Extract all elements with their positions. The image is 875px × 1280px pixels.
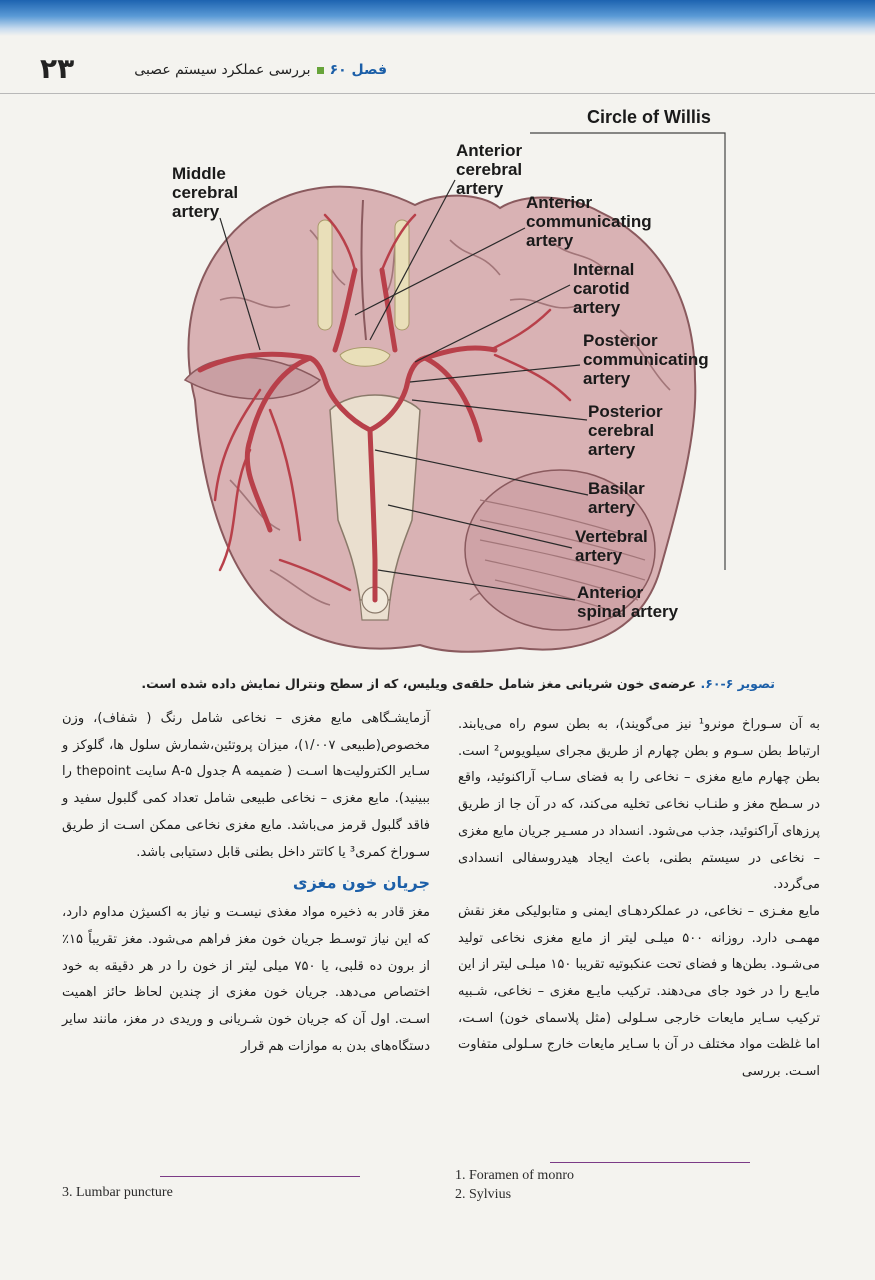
header-rule — [0, 93, 875, 94]
footnote-rule-right — [550, 1162, 750, 1163]
left-paragraph-2: مغز قادر به ذخیره مواد مغذی نیسـت و نیاز به اکسیژن مداوم دارد، که این نیاز توسـط جریان خون مغز فراهم می‌شود. مغز تقریباً ۱۵٪ از برون ده قلبی، یا ۷۵۰ میلی لیتر از خون را در هر دقیقه به خود اختصاص می‌دهد. جریان خون مغزی از چندین لحاظ حائز اهمیت اسـت. اول آن که جریان خون شـریانی و وریدی در مغز، مانند سایر دستگاه‌های بدن به موازات هم قرار — [62, 905, 430, 1054]
label-posterior-communicating: Posterior communicating artery — [583, 331, 709, 388]
footnote-2: 2. Sylvius — [455, 1187, 512, 1202]
running-title — [134, 62, 387, 78]
left-paragraph-1: آزمایشـگاهی مایع مغزی – نخاعی شامل رنگ ( شفاف)، وزن مخصوص(طبیعی ۱/۰۰۷)، میزان پروتئین،شمارش سلول ها، گلوکز و سـایر الکترولیت‌ها اسـت ( ضمیمه A جدول ۵-A سایت thepoint را ببینید). مایع مغزی – نخاعی طبیعی شامل تعداد کمی گلبول سفید و فاقد گلبول قرمز می‌باشد. مایع مغزی نخاعی ممکن اسـت از طریق سـوراخ کمری³ یا کاتتر داخل بطنی قابل دستیابی باشد. — [62, 711, 430, 860]
right-paragraph-1: به آن سـوراخ مونرو¹ نیز می‌گویند)، به بطن سوم راه می‌یابند. ارتباط بطن سـوم و بطن چهارم از طریق مجرای سیلویوس² است. بطن چهارم مایع مغزی – نخاعی را به فضای سـاب آراکنوئید، واقع در سـطح مغز و طنـاب نخاعی تخلیه می‌کند، که در آن جا از طریق پرزهای آراکنوئید، جذب می‌شود. انسداد در مسـیر جریان مایع مغزی – نخاعی در سیستم بطنی، باعث ایجاد هیدروسفالی انسدادی می‌گردد. — [458, 717, 820, 893]
circle-of-willis-figure — [150, 100, 875, 670]
page-number: ۲۳ — [40, 52, 75, 85]
section-heading: جریان خون مغزی — [292, 873, 430, 893]
bullet-square-icon — [317, 67, 324, 74]
label-internal-carotid: Internal carotid artery — [573, 260, 635, 317]
label-anterior-cerebral: Anterior cerebral artery — [456, 141, 523, 198]
footnote-1: 1. Foramen of monro — [455, 1168, 574, 1183]
figure-caption — [55, 676, 775, 691]
right-column — [458, 712, 820, 1086]
label-anterior-spinal: Anterior spinal artery — [577, 583, 679, 621]
left-column — [62, 706, 430, 1060]
page-header — [0, 44, 875, 94]
caption-label: تصویر ۶-۶۰. — [700, 676, 775, 691]
label-anterior-communicating: Anterior communicating artery — [526, 193, 652, 250]
label-vertebral: Vertebral artery — [575, 527, 648, 565]
label-posterior-cerebral: Posterior cerebral artery — [588, 402, 663, 459]
chapter-label: فصل ۶۰ — [329, 62, 387, 78]
label-basilar: Basilar artery — [588, 479, 645, 517]
caption-text: عرضه‌ی خون شریانی مغز شامل حلقه‌ی ویلیس، که از سطح ونترال نمایش داده شده است. — [141, 676, 701, 691]
label-middle-cerebral: Middle cerebral artery — [172, 164, 239, 221]
figure-title: Circle of Willis — [587, 107, 711, 127]
chapter-title: بررسی عملکرد سیستم عصبی — [134, 62, 311, 78]
footnote-3: 3. Lumbar puncture — [62, 1185, 173, 1200]
footnote-rule-left — [160, 1176, 360, 1177]
top-color-band — [0, 0, 875, 36]
right-paragraph-2: مایع مغـزی – نخاعی، در عملکردهـای ایمنی و متابولیکی مغز نقش مهمـی دارد. روزانه ۵۰۰ میلـی لیتر از مایع مغزی نخاعی تولید می‌شـود. بطن‌ها و فضای تحت عنکبوتیه تقریبا ۱۵۰ میلـی لیتر از این مایـع را در خود جای می‌دهند. ترکیب مایـع مغزی – نخاعی، شـبیه ترکیب سـایر مایعات خارجی سـلولی (مثل پلاسمای خون) اسـت، اما غلظت مواد مختلف در آن با سـایر مایعات خارج سـلولی متفاوت اسـت. بررسی — [458, 903, 821, 1080]
